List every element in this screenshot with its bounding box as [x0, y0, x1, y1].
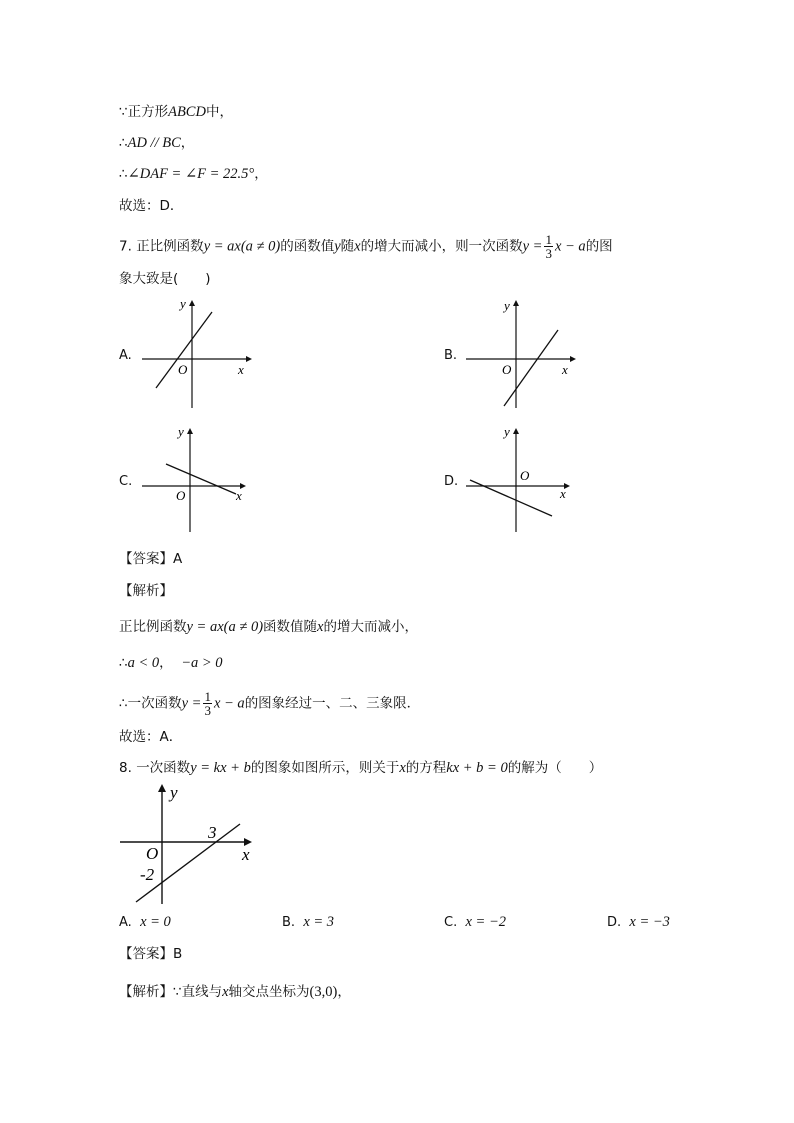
q8-graph: [118, 782, 268, 906]
svg-text:x: x: [562, 362, 568, 377]
choice-a: A. x = 0: [119, 914, 171, 930]
option-d-label: D.: [444, 474, 459, 489]
line-angle: ∴∠DAF = ∠F = 22.5°，: [119, 166, 268, 182]
fraction-one-third-analysis: $\frac{1}{3}$: [204, 689, 211, 718]
q8-stem: 8. 一次函数y = kx + b的图象如图所示，则关于x的方程kx + b = 0的解为（ ）: [119, 760, 603, 776]
option-d-graph: [462, 424, 582, 536]
q8-answer: 【答案】B: [119, 946, 183, 962]
svg-text:x: x: [238, 362, 244, 377]
math-abcd: ABCD: [168, 104, 206, 120]
q7-stem-line1: 7. 正比例函数y = ax(a ≠ 0)的函数值y随x的增大而减小，则一次函数y = $\frac{1}{3}$ x − a的图: [119, 232, 613, 261]
svg-text:O: O: [178, 362, 188, 377]
svg-text:O: O: [176, 488, 186, 503]
svg-text:x: x: [236, 488, 242, 503]
svg-text:y: y: [178, 424, 184, 439]
svg-text:y: y: [170, 783, 178, 802]
svg-text:-2: -2: [140, 865, 155, 884]
q7-answer: 【答案】A: [119, 551, 183, 567]
option-b-label: B.: [444, 348, 458, 363]
svg-text:O: O: [502, 362, 512, 377]
option-a-graph: [138, 298, 258, 413]
q7-analysis-title: 【解析】: [119, 583, 173, 599]
math-ad-parallel-bc: AD // BC: [127, 135, 181, 151]
q8-analysis: 【解析】∵直线与x轴交点坐标为(3,0)，: [119, 984, 351, 1000]
q7-analysis-line1: 正比例函数y = ax(a ≠ 0)函数值随x的增大而减小，: [119, 619, 418, 635]
svg-text:x: x: [560, 486, 566, 501]
svg-text:y: y: [504, 298, 510, 313]
line-choose-d: 故选：D．: [119, 198, 184, 214]
svg-text:3: 3: [208, 823, 217, 842]
option-b-graph: [462, 298, 582, 413]
choice-d: D. x = −3: [607, 914, 670, 930]
line-parallel: ∴AD // BC，: [119, 135, 195, 151]
choice-b: B. x = 3: [282, 914, 335, 930]
svg-text:O: O: [520, 468, 530, 483]
svg-text:O: O: [146, 844, 159, 863]
math-angle: ∠DAF = ∠F = 22.5°: [127, 166, 255, 182]
q7-analysis-line2: ∴a < 0， −a > 0: [119, 655, 223, 671]
option-c-label: C.: [119, 474, 133, 489]
svg-text:y: y: [180, 298, 186, 311]
q7-conclusion: 故选：A．: [119, 729, 183, 745]
choice-c: C. x = −2: [444, 914, 506, 930]
svg-text:x: x: [242, 845, 250, 864]
q7-stem-line2: 象大致是( ): [119, 271, 211, 287]
option-c-graph: [138, 424, 258, 536]
q7-analysis-line3: ∴一次函数y = $\frac{1}{3}$ x − a的图象经过一、二、三象限．: [119, 689, 421, 718]
line-square: ∵正方形ABCD中，: [119, 104, 233, 120]
fraction-one-third: $\frac{1}{3}$: [545, 232, 552, 261]
svg-text:y: y: [504, 424, 510, 439]
option-a-label: A.: [119, 348, 132, 363]
